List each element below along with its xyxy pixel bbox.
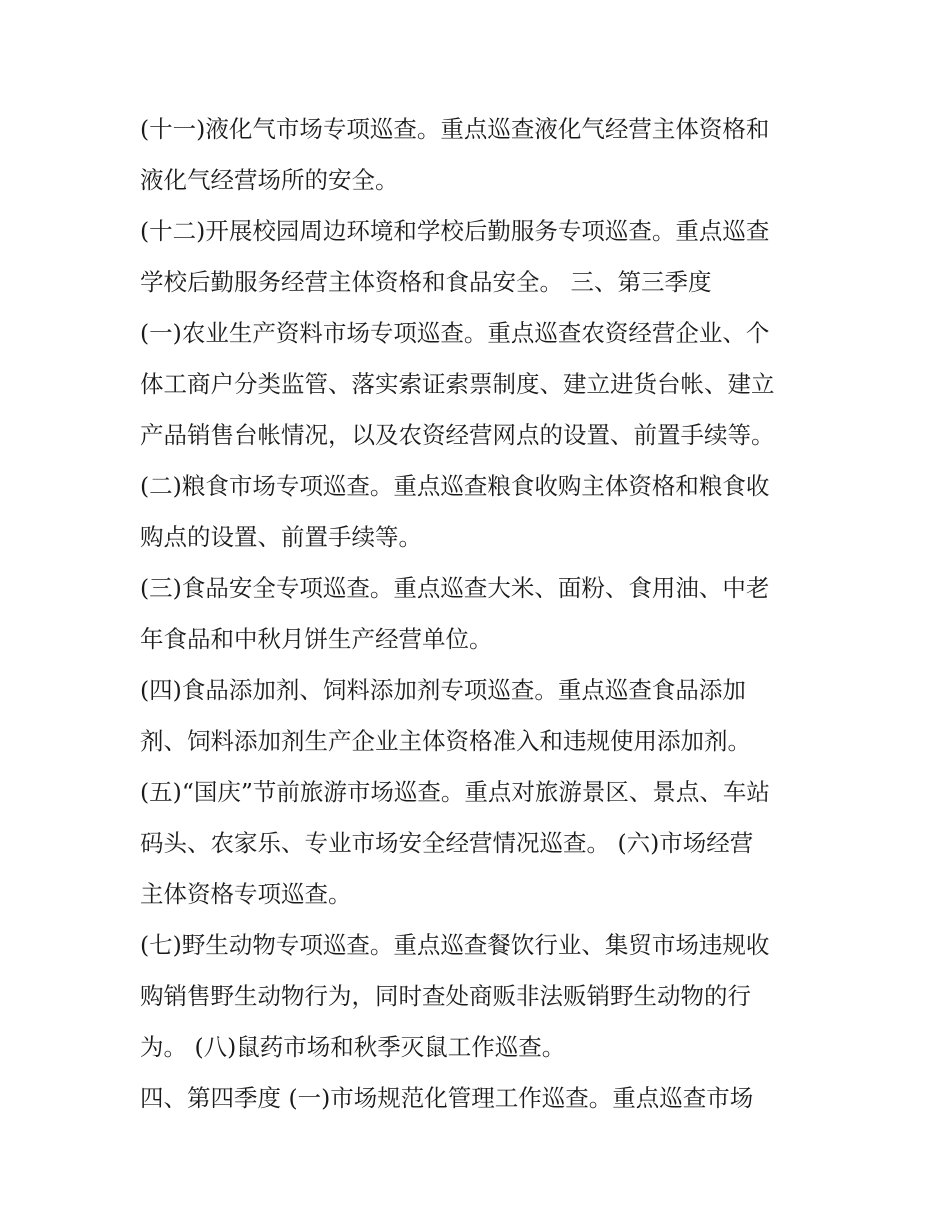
text-line: 学校后勤服务经营主体资格和食品安全。 三、第三季度 bbox=[140, 268, 712, 296]
text-line: 为。 (八)鼠药市场和秋季灭鼠工作巡查。 bbox=[140, 1033, 566, 1061]
text-line: (三)食品安全专项巡查。重点巡查大米、面粉、食用油、中老 bbox=[140, 574, 770, 602]
text-line: (五)“国庆”节前旅游市场巡查。重点对旅游景区、景点、车站 bbox=[140, 778, 770, 806]
text-line: 四、第四季度 (一)市场规范化管理工作巡查。重点巡查市场 bbox=[140, 1084, 754, 1112]
text-line: 购销售野生动物行为，同时查处商贩非法贩销野生动物的行 bbox=[140, 982, 751, 1010]
text-line: 码头、农家乐、专业市场安全经营情况巡查。 (六)市场经营 bbox=[140, 829, 754, 857]
text-line: 剂、饲料添加剂生产企业主体资格准入和违规使用添加剂。 bbox=[140, 727, 751, 755]
document-body bbox=[140, 104, 830, 1124]
text-line: 主体资格专项巡查。 bbox=[140, 880, 352, 908]
text-line: (十二)开展校园周边环境和学校后勤服务专项巡查。重点巡查 bbox=[140, 217, 770, 245]
text-line: 年食品和中秋月饼生产经营单位。 bbox=[140, 625, 493, 653]
text-line: (二)粮食市场专项巡查。重点巡查粮食收购主体资格和粮食收 bbox=[140, 472, 770, 500]
text-line: (七)野生动物专项巡查。重点巡查餐饮行业、集贸市场违规收 bbox=[140, 931, 770, 959]
text-line: 购点的设置、前置手续等。 bbox=[140, 523, 422, 551]
text-line: 液化气经营场所的安全。 bbox=[140, 166, 399, 194]
text-line: (十一)液化气市场专项巡查。重点巡查液化气经营主体资格和 bbox=[140, 115, 770, 143]
text-line: (一)农业生产资料市场专项巡查。重点巡查农资经营企业、个 bbox=[140, 319, 770, 347]
text-line: (四)食品添加剂、饲料添加剂专项巡查。重点巡查食品添加 bbox=[140, 676, 746, 704]
text-line: 产品销售台帐情况，以及农资经营网点的设置、前置手续等。 bbox=[140, 421, 775, 449]
text-line: 体工商户分类监管、落实索证索票制度、建立进货台帐、建立 bbox=[140, 370, 775, 398]
